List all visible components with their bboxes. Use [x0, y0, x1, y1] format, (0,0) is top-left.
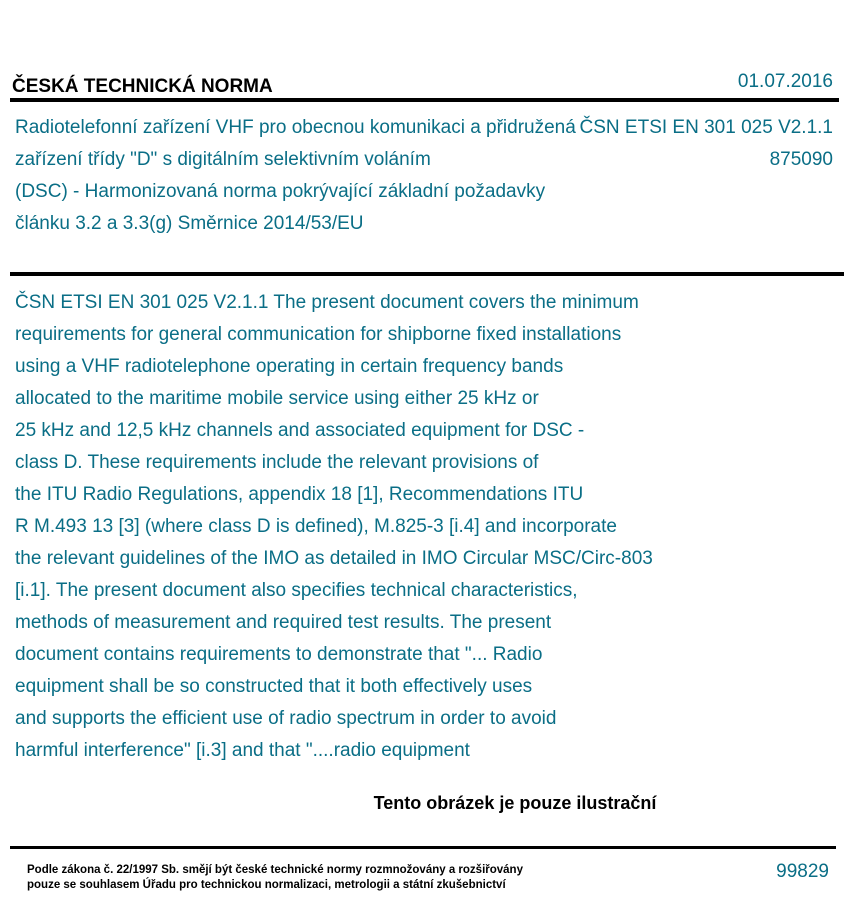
copyright-note-line-1: Podle zákona č. 22/1997 Sb. smějí být české technické normy rozmnožovány a rozšiřovány [27, 864, 523, 876]
header-rule [10, 98, 839, 102]
abstract-line: using a VHF radiotelephone operating in certain frequency bands [15, 356, 564, 377]
abstract-line: document contains requirements to demonstrate that "... Radio [15, 644, 543, 665]
standard-title-line-2: zařízení třídy "D" s digitálním selektivním voláním [15, 149, 431, 170]
document-heading: ČESKÁ TECHNICKÁ NORMA [12, 76, 273, 97]
abstract-line: the ITU Radio Regulations, appendix 18 [1], Recommendations ITU [15, 484, 584, 505]
abstract-line: equipment shall be so constructed that it both effectively uses [15, 676, 533, 697]
abstract-line: methods of measurement and required test results. The present [15, 612, 552, 633]
abstract-line: and supports the efficient use of radio spectrum in order to avoid [15, 708, 557, 729]
class-number: 875090 [769, 149, 833, 170]
abstract-line: [i.1]. The present document also specifies technical characteristics, [15, 580, 578, 601]
standard-code: ČSN ETSI EN 301 025 V2.1.1 [579, 117, 833, 138]
document-number: 99829 [776, 861, 829, 882]
abstract-line: harmful interference" [i.3] and that "....radio equipment [15, 740, 470, 761]
standard-title-line-4: článku 3.2 a 3.3(g) Směrnice 2014/53/EU [15, 213, 364, 234]
title-rule [10, 272, 844, 276]
abstract-line: allocated to the maritime mobile service using either 25 kHz or [15, 388, 539, 409]
abstract-line: requirements for general communication for shipborne fixed installations [15, 324, 622, 345]
abstract-line: class D. These requirements include the relevant provisions of [15, 452, 539, 473]
standard-title-line-3: (DSC) - Harmonizovaná norma pokrývající základní požadavky [15, 181, 546, 202]
abstract-line: the relevant guidelines of the IMO as detailed in IMO Circular MSC/Circ-803 [15, 548, 653, 569]
abstract-line: 25 kHz and 12,5 kHz channels and associated equipment for DSC - [15, 420, 585, 441]
abstract-line: R M.493 13 [3] (where class D is defined), M.825-3 [i.4] and incorporate [15, 516, 617, 537]
issue-date: 01.07.2016 [737, 71, 833, 92]
illustration-notice: Tento obrázek je pouze ilustrační [373, 793, 657, 813]
standard-title-line-1: Radiotelefonní zařízení VHF pro obecnou komunikaci a přidružená [15, 117, 576, 138]
footer-rule [10, 846, 836, 849]
copyright-note-line-2: pouze se souhlasem Úřadu pro technickou normalizaci, metrologii a státní zkušebnictví [27, 879, 506, 891]
abstract-line: ČSN ETSI EN 301 025 V2.1.1 The present document covers the minimum [15, 292, 639, 313]
